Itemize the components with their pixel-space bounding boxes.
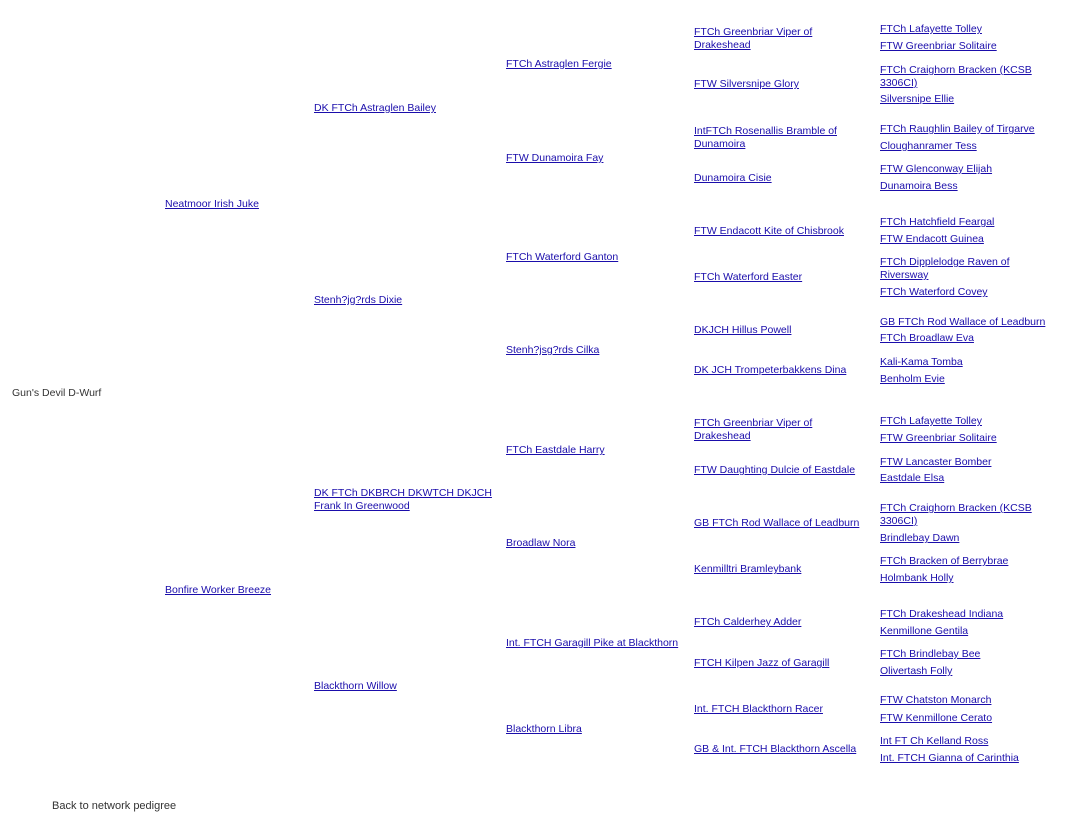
pedigree-link[interactable]: Olivertash Folly (880, 665, 953, 677)
pedigree-link[interactable]: FTW Chatston Monarch (880, 694, 992, 706)
pedigree-link[interactable]: Blackthorn Willow (314, 680, 397, 692)
pedigree-link[interactable]: FTW Greenbriar Solitaire (880, 432, 997, 444)
pedigree-link[interactable]: Eastdale Elsa (880, 472, 945, 484)
pedigree-link[interactable]: FTW Silversnipe Glory (694, 78, 800, 90)
pedigree-link[interactable]: Kali-Kama Tomba (880, 356, 963, 368)
pedigree-link[interactable]: Dunamoira Cisie (694, 172, 772, 184)
pedigree-link[interactable]: FTW Kenmillone Cerato (880, 712, 993, 724)
pedigree-link[interactable]: Kenmillone Gentila (880, 625, 969, 637)
pedigree-link[interactable]: Silversnipe Ellie (880, 93, 955, 105)
pedigree-link[interactable]: FTW Endacott Kite of Chisbrook (694, 225, 844, 237)
pedigree-link[interactable]: FTCh Lafayette Tolley (880, 23, 982, 35)
dam-link[interactable]: Bonfire Worker Breeze (165, 584, 272, 596)
back-to-network-pedigree-text: Back to network pedigree (52, 800, 177, 812)
pedigree-link[interactable]: FTCh Waterford Ganton (506, 251, 619, 263)
pedigree-link[interactable]: FTW Lancaster Bomber (880, 456, 992, 468)
pedigree-link[interactable]: FTW Endacott Guinea (880, 233, 984, 245)
pedigree-link[interactable]: Int. FTCH Blackthorn Racer (694, 703, 823, 715)
pedigree-link[interactable]: FTCh Astraglen Fergie (506, 58, 612, 70)
pedigree-link[interactable]: DK FTCh DKBRCH DKWTCH DKJCH Frank In Greenwood (314, 487, 492, 512)
pedigree-link[interactable]: FTCh Bracken of Berrybrae (880, 555, 1009, 567)
pedigree-link[interactable]: FTCh Calderhey Adder (694, 616, 802, 628)
pedigree-link[interactable]: FTCh Broadlaw Eva (880, 332, 974, 344)
pedigree-link[interactable]: Int. FTCH Gianna of Carinthia (880, 752, 1019, 764)
pedigree-link[interactable]: GB FTCh Rod Wallace of Leadburn (694, 517, 860, 529)
pedigree-link[interactable]: Stenh?jg?rds Dixie (314, 294, 403, 306)
pedigree-link[interactable]: Stenh?jsg?rds Cilka (506, 344, 600, 356)
pedigree-link[interactable]: FTCh Greenbriar Viper of Drakeshead (694, 26, 813, 51)
pedigree-link[interactable]: FTCh Craighorn Bracken (KCSB 3306CI) (880, 64, 1032, 89)
pedigree-link[interactable]: IntFTCh Rosenallis Bramble of Dunamoira (694, 125, 837, 150)
pedigree-link[interactable]: FTW Dunamoira Fay (506, 152, 604, 164)
pedigree-link[interactable]: FTCh Hatchfield Feargal (880, 216, 995, 228)
pedigree-link[interactable]: DK FTCh Astraglen Bailey (314, 102, 436, 114)
pedigree-link[interactable]: FTCh Dipplelodge Raven of Riversway (880, 256, 1010, 281)
pedigree-link[interactable]: FTCh Raughlin Bailey of Tirgarve (880, 123, 1035, 135)
pedigree-link[interactable]: FTW Daughting Dulcie of Eastdale (694, 464, 856, 476)
pedigree-link[interactable]: FTCh Brindlebay Bee (880, 648, 981, 660)
pedigree-link[interactable]: Broadlaw Nora (506, 537, 576, 549)
pedigree-link[interactable]: Int. FTCH Garagill Pike at Blackthorn (506, 637, 679, 649)
pedigree-link[interactable]: Benholm Evie (880, 373, 945, 385)
pedigree-link[interactable]: FTCh Craighorn Bracken (KCSB 3306CI) (880, 502, 1032, 527)
sire-link[interactable]: Neatmoor Irish Juke (165, 198, 259, 210)
pedigree-link[interactable]: FTCH Kilpen Jazz of Garagill (694, 657, 830, 669)
pedigree-link[interactable]: FTCh Waterford Covey (880, 286, 988, 298)
pedigree-link[interactable]: Int FT Ch Kelland Ross (880, 735, 989, 747)
pedigree-link[interactable]: DKJCH Hillus Powell (694, 324, 792, 336)
pedigree-link[interactable]: Dunamoira Bess (880, 180, 958, 192)
pedigree-link[interactable]: FTW Glenconway Elijah (880, 163, 993, 175)
pedigree-link[interactable]: FTCh Eastdale Harry (506, 444, 605, 456)
subject-dog-name: Gun's Devil D-Wurf (12, 387, 102, 399)
pedigree-link[interactable]: FTCh Drakeshead Indiana (880, 608, 1004, 620)
pedigree-link[interactable]: GB & Int. FTCH Blackthorn Ascella (694, 743, 857, 755)
pedigree-link[interactable]: FTCh Waterford Easter (694, 271, 803, 283)
pedigree-link[interactable]: FTCh Greenbriar Viper of Drakeshead (694, 417, 813, 442)
pedigree-link[interactable]: FTCh Lafayette Tolley (880, 415, 982, 427)
pedigree-link[interactable]: GB FTCh Rod Wallace of Leadburn (880, 316, 1046, 328)
pedigree-link[interactable]: Kenmilltri Bramleybank (694, 563, 802, 575)
pedigree-link[interactable]: Cloughanramer Tess (880, 140, 977, 152)
pedigree-link[interactable]: DK JCH Trompeterbakkens Dina (694, 364, 847, 376)
pedigree-link[interactable]: Blackthorn Libra (506, 723, 582, 735)
pedigree-link[interactable]: Brindlebay Dawn (880, 532, 960, 544)
pedigree-link[interactable]: Holmbank Holly (880, 572, 954, 584)
pedigree-link[interactable]: FTW Greenbriar Solitaire (880, 40, 997, 52)
